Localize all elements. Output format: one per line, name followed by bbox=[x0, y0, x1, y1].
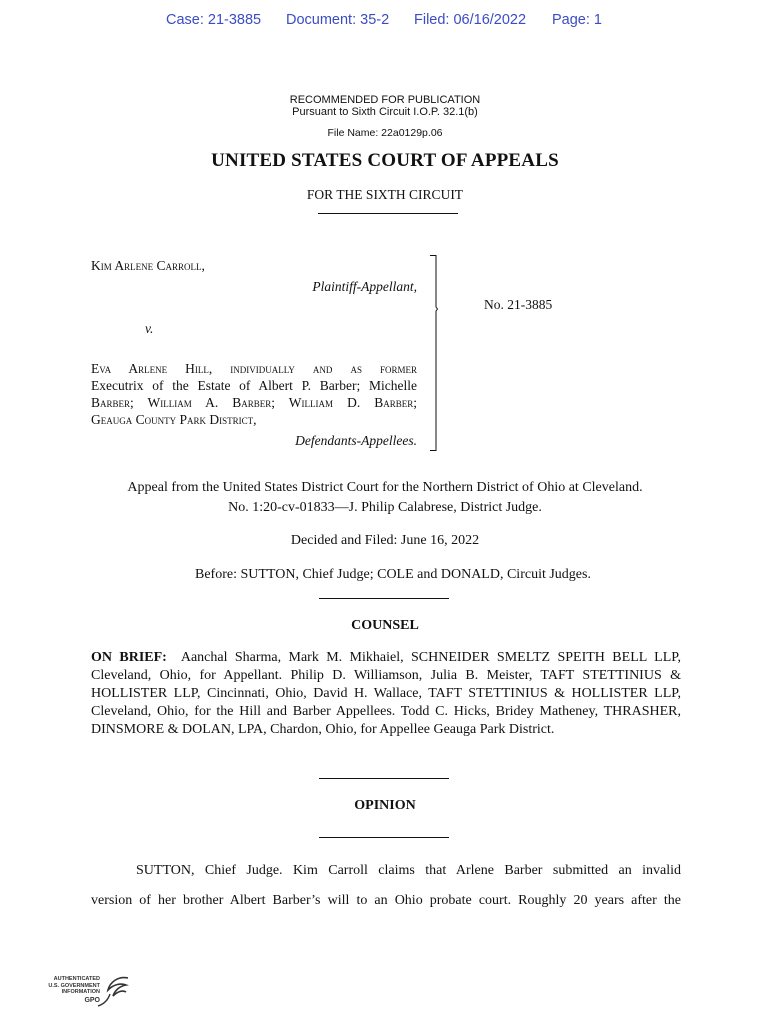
opinion-line: SUTTON, Chief Judge. Kim Carroll claims that Arlene Barber submitted an invalid bbox=[136, 863, 681, 878]
counsel-heading: COUNSEL bbox=[351, 618, 419, 633]
defendants-line: Eva Arlene Hill, individually and as former bbox=[91, 361, 417, 376]
defendants-role: Defendants-Appellees. bbox=[295, 433, 417, 448]
circuit-name: FOR THE SIXTH CIRCUIT bbox=[306, 187, 464, 202]
title-rule bbox=[318, 213, 458, 214]
ecf-document: Document: 35-2 bbox=[286, 12, 390, 28]
ecf-case: Case: 21-3885 bbox=[166, 12, 262, 28]
separator-rule bbox=[319, 837, 449, 838]
opinion-heading: OPINION bbox=[354, 798, 416, 813]
seal-line: INFORMATION bbox=[61, 989, 100, 995]
opinion-line: version of her brother Albert Barber’s will to an Ohio probate court. Roughly 20 years after the bbox=[91, 893, 681, 908]
appeal-from: Appeal from the United States District Court for the Northern District of Ohio at Cleveland. bbox=[127, 480, 643, 495]
seal-line: GPO bbox=[84, 996, 100, 1004]
ecf-filed: Filed: 06/16/2022 bbox=[414, 12, 527, 28]
gpo-authentication-seal bbox=[38, 972, 132, 1010]
publication-notice bbox=[0, 94, 770, 118]
ecf-page: Page: 1 bbox=[552, 12, 602, 28]
publication-rule: Pursuant to Sixth Circuit I.O.P. 32.1(b) bbox=[292, 106, 478, 118]
file-name: File Name: 22a0129p.06 bbox=[327, 127, 443, 139]
versus: v. bbox=[145, 321, 154, 336]
counsel-paragraph bbox=[91, 649, 681, 739]
counsel-text: Aanchal Sharma, Mark M. Mikhaiel, SCHNEIDER SMELTZ SPEITH BELL LLP, Cleveland, Ohio, for Appellant. Philip D. Williamson, Julia B. Meister, TAFT STETTINIUS & HOLLISTER LLP, Cincinnati, Ohio, David H. Wallace, TAFT STETTINIUS & HOLLISTER LLP, Cleveland, Ohio, for the Hill and Barber Appellees. Todd C. Hicks, Bridey Matheney, THRASHER, DINSMORE & DOLAN, LPA, Chardon, Ohio, for Appellee Geauga Park District. bbox=[91, 650, 681, 737]
plaintiff-role: Plaintiff-Appellant, bbox=[312, 279, 417, 294]
decided-date: Decided and Filed: June 16, 2022 bbox=[290, 533, 480, 548]
defendants-block bbox=[91, 360, 417, 428]
district-case: No. 1:20-cv-01833—J. Philip Calabrese, District Judge. bbox=[228, 500, 542, 515]
court-name: UNITED STATES COURT OF APPEALS bbox=[211, 150, 559, 171]
defendants-line: Geauga County Park District, bbox=[91, 412, 257, 427]
seal-line: AUTHENTICATED bbox=[53, 976, 100, 982]
defendants-line: Barber; William A. Barber; William D. Barber; bbox=[91, 395, 417, 410]
seal-line: U.S. GOVERNMENT bbox=[48, 982, 100, 989]
case-number: No. 21-3885 bbox=[484, 297, 553, 312]
separator-rule bbox=[319, 778, 449, 779]
counsel-label: ON BRIEF: bbox=[91, 650, 167, 665]
ecf-header bbox=[0, 12, 770, 34]
plaintiff-name: Kim Arlene Carroll, bbox=[91, 258, 205, 273]
publication-line: RECOMMENDED FOR PUBLICATION bbox=[289, 94, 481, 106]
defendants-line: Executrix of the Estate of Albert P. Barber; Michelle bbox=[91, 378, 417, 393]
caption-bracket bbox=[430, 255, 438, 451]
panel-judges: Before: SUTTON, Chief Judge; COLE and DONALD, Circuit Judges. bbox=[195, 567, 591, 582]
separator-rule bbox=[319, 598, 449, 599]
